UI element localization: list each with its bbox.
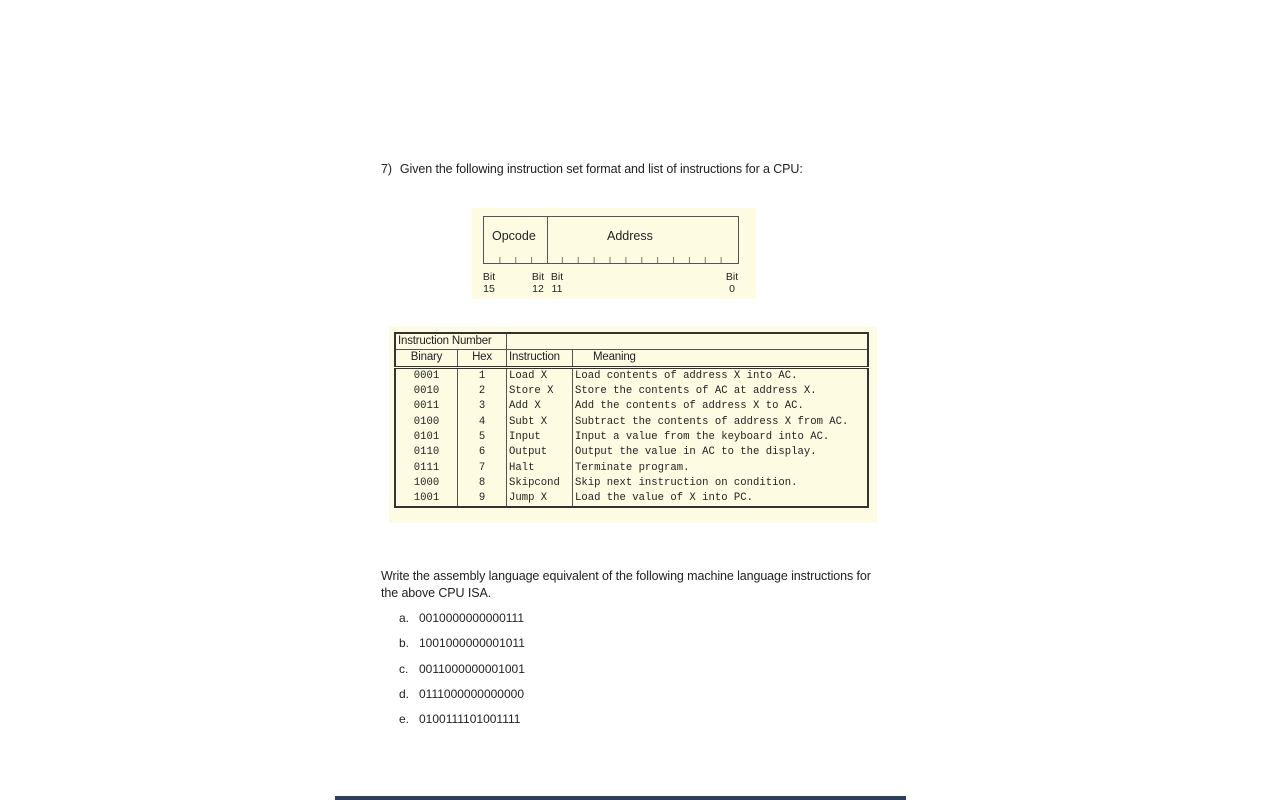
table-row: [395, 399, 868, 414]
item-letter: b.: [399, 636, 410, 651]
instruction-table: [394, 332, 869, 508]
hex-cell: 3: [458, 399, 507, 414]
item-value: 0010000000000111: [419, 611, 524, 625]
instruction-cell: Store X: [507, 384, 573, 399]
item-value: 0011000000001001: [419, 661, 525, 676]
meaning-cell: Output the value in AC to the display.: [573, 445, 869, 460]
instruction-cell: Halt: [507, 460, 573, 475]
bit-12-label: Bit 12: [531, 271, 545, 295]
question-heading: [381, 162, 803, 176]
item-letter: a.: [399, 611, 410, 625]
address-label: Address: [607, 229, 653, 243]
binary-cell: 0001: [395, 367, 458, 384]
machine-code-list: [399, 611, 525, 737]
meaning-header: Meaning: [573, 350, 869, 367]
meaning-cell: Terminate program.: [573, 460, 869, 475]
meaning-cell: Subtract the contents of address X from AC.: [573, 414, 869, 429]
item-value: 0111000000000000: [419, 686, 524, 701]
meaning-cell: Load contents of address X into AC.: [573, 367, 869, 384]
exercise-prompt: Write the assembly language equivalent of the following machine language instructions for the above CPU ISA.: [381, 569, 871, 600]
binary-cell: 0111: [395, 460, 458, 475]
item-value: 0100111101001111: [419, 712, 521, 727]
binary-cell: 0100: [395, 414, 458, 429]
meaning-cell: Input a value from the keyboard into AC.: [573, 430, 869, 445]
table-row: [395, 430, 868, 445]
table-group-header-row: [395, 333, 868, 350]
hex-cell: 5: [458, 430, 507, 445]
bit-11-label: Bit 11: [550, 271, 564, 295]
question-text: Given the following instruction set format and list of instructions for a CPU:: [399, 162, 803, 176]
hex-cell: 7: [458, 460, 507, 475]
hex-header: Hex: [458, 350, 507, 367]
instruction-cell: Skipcond: [507, 476, 573, 491]
binary-cell: 1001: [395, 491, 458, 507]
list-item: [399, 687, 525, 712]
item-letter: c.: [399, 661, 409, 676]
table-row: [395, 491, 868, 507]
instruction-table-figure: [389, 327, 877, 523]
bit-tick-marks: [484, 255, 738, 263]
opcode-label: Opcode: [492, 229, 536, 243]
table-row: [395, 384, 868, 399]
binary-cell: 0110: [395, 445, 458, 460]
meaning-cell: Skip next instruction on condition.: [573, 476, 869, 491]
list-item: [399, 636, 525, 661]
instruction-header: Instruction: [507, 350, 573, 367]
binary-cell: 0010: [395, 384, 458, 399]
table-row: [395, 445, 868, 460]
bottom-bar: [335, 796, 906, 800]
hex-cell: 9: [458, 491, 507, 507]
meaning-cell: Add the contents of address X to AC.: [573, 399, 869, 414]
hex-cell: 4: [458, 414, 507, 429]
bit-15-label: Bit 15: [482, 271, 496, 295]
hex-cell: 2: [458, 384, 507, 399]
table-row: [395, 460, 868, 475]
question-number: 7): [381, 162, 392, 176]
list-item: [399, 712, 525, 737]
meaning-cell: Store the contents of AC at address X.: [573, 384, 869, 399]
binary-cell: 1000: [395, 476, 458, 491]
table-header-row: [395, 350, 868, 367]
instruction-cell: Subt X: [507, 414, 573, 429]
instruction-number-header: Instruction Number: [395, 333, 507, 350]
binary-header: Binary: [395, 350, 458, 367]
instruction-format-figure: [472, 208, 756, 299]
item-value: 1001000000001011: [419, 636, 525, 651]
hex-cell: 6: [458, 445, 507, 460]
instruction-cell: Load X: [507, 367, 573, 384]
instruction-cell: Add X: [507, 399, 573, 414]
meaning-cell: Load the value of X into PC.: [573, 491, 869, 507]
item-letter: d.: [399, 686, 410, 701]
hex-cell: 1: [458, 367, 507, 384]
table-row: [395, 414, 868, 429]
binary-cell: 0011: [395, 399, 458, 414]
instruction-cell: Output: [507, 445, 573, 460]
instruction-cell: Input: [507, 430, 573, 445]
instruction-format-box: [483, 216, 739, 264]
list-item: [399, 662, 525, 687]
hex-cell: 8: [458, 476, 507, 491]
bit-0-label: Bit 0: [725, 271, 739, 295]
empty-header-cell: [507, 333, 869, 350]
list-item: [399, 611, 525, 636]
instruction-cell: Jump X: [507, 491, 573, 507]
item-letter: e.: [399, 712, 410, 727]
binary-cell: 0101: [395, 430, 458, 445]
table-row: [395, 367, 868, 384]
table-row: [395, 476, 868, 491]
